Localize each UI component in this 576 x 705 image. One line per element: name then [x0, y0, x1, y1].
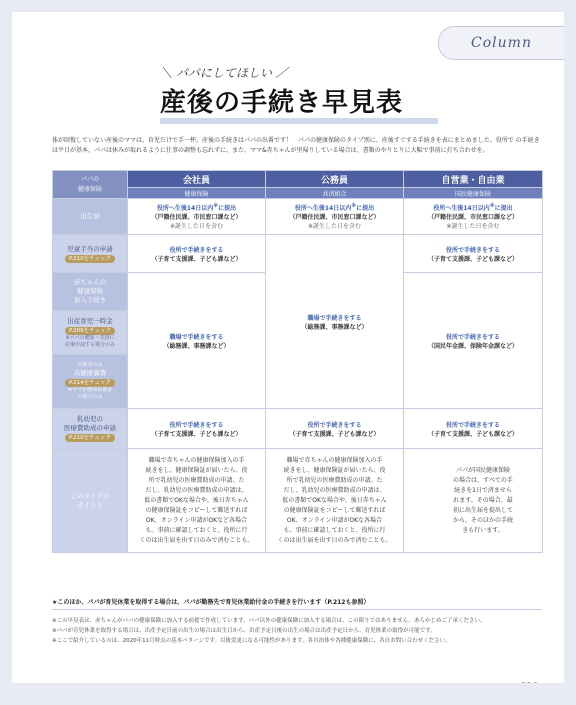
cell-main: 職場で手続きをする	[169, 333, 224, 341]
cell-note: ※誕生した日を含む	[169, 223, 224, 230]
point-line: だし、乳幼児の医療費助成の申請は、	[283, 486, 386, 494]
cell-main: 役所へ生後14日以内	[433, 205, 490, 212]
point-line: から、そのほかの手続	[452, 516, 513, 524]
col-sub-public: 共済組合	[266, 188, 404, 199]
row-prefix: 対象者のみ	[77, 362, 103, 368]
cell-sup: ※	[213, 203, 219, 209]
page-ref-badge: P.214をチェック	[65, 379, 115, 387]
cell-main: 役所へ生後14日以内	[156, 205, 214, 212]
table-corner	[53, 171, 128, 199]
cell-infant-public	[266, 409, 404, 449]
cell-main: 役所で手続きをする	[445, 421, 500, 429]
cell-sub: （戸籍住民課、市民窓口課など）	[427, 214, 518, 221]
row-label-child-allowance	[53, 235, 128, 273]
point-line: も。事前に確認しておくと、役所に行	[145, 526, 248, 534]
cell-sub: （子育て支援課、子ども課など）	[427, 430, 518, 438]
cell-main: 役所で手続きをする	[445, 333, 500, 341]
point-line: の健康保険証をコピーして郵送すれば	[145, 506, 248, 514]
row-label-high-cost	[53, 355, 128, 409]
row-label-lump-sum	[53, 311, 128, 355]
row-label-text: 乳幼児の	[77, 415, 103, 423]
cell-main: 役所で手続きをする	[169, 421, 224, 429]
cell-sub: （子育て支援課、子ども課など）	[427, 255, 518, 263]
row-label-insurance-join	[53, 273, 128, 311]
cell-allowance-self	[404, 235, 543, 273]
point-line: も。事前に確認しておくと、役所に行	[283, 526, 386, 534]
row-note: の場合のみ	[77, 394, 103, 400]
point-line: 初に出生届を提出して	[452, 506, 513, 514]
point-line: 仮の書類でOKな場合や、後日赤ちゃん	[144, 496, 249, 504]
point-line: 所で乳幼児の医療費助成の申請。た	[148, 476, 245, 484]
point-line: 職場で赤ちゃんの健康保険加入の手	[286, 456, 383, 464]
point-line: パパが国民健康保険	[455, 466, 510, 474]
cell-infant-company	[128, 409, 266, 449]
note-line: ※この早見表は、赤ちゃんがパパの健康保険に加入する前提で作成しています。パパ以外の健康保険に加入する場合は、この限りではありません。あらかじめご了承ください。	[52, 618, 486, 624]
note-line: ※パパが育児休業を取得する場合は、出産予定日前の出生の場合は出生日から、出産予定日後の出生の場合は出産予定日から、育児休業の取得が可能です。	[52, 628, 436, 634]
points-self	[404, 449, 543, 553]
cell-sub: （子育て支援課、子ども課など）	[151, 255, 242, 263]
point-line: 仮の書類でOKな場合や、後日赤ちゃん	[282, 496, 387, 504]
cell-sub: （戸籍住民課、市民窓口課など）	[289, 214, 380, 221]
cell-sub: （子育て支援課、子ども課など）	[151, 430, 242, 438]
point-line: だし、乳幼児の医療費助成の申請は、	[145, 486, 248, 494]
col-sub-self: 国民健康保険	[404, 188, 543, 199]
col-header-company: 会社員	[128, 171, 266, 188]
notes	[52, 616, 542, 646]
row-label-text: 赤ちゃんの	[73, 278, 107, 286]
row-label-text: 健康保険	[77, 287, 103, 295]
point-line: きも行います。	[462, 526, 504, 534]
cell-main: に提出	[356, 205, 375, 212]
cell-sub: （総務課、事務課など）	[301, 323, 368, 331]
cell-self-office	[404, 273, 543, 409]
point-line: の場合は、すべての手	[453, 476, 513, 484]
row-label-text: ポイント	[77, 500, 103, 509]
point-line: OK、オンライン申請がOKな各場合	[286, 516, 383, 524]
page-ref-badge: P.210をチェック	[65, 255, 115, 263]
point-line: 続きをし、健康保険証が届いたら、役	[145, 466, 248, 474]
cell-main: 役所で手続きをする	[169, 246, 224, 254]
cell-sup: ※	[489, 203, 495, 209]
corner-line: パパの	[80, 175, 99, 183]
point-line: れます。その場合、最	[453, 496, 513, 504]
col-header-public: 公務員	[266, 171, 404, 188]
row-note: 産後申請する場合のみ	[64, 341, 115, 348]
points-public	[266, 449, 404, 553]
cell-note: ※誕生した日を含む	[307, 223, 362, 230]
subtitle: ＼ パパにしてほしい ／	[160, 66, 288, 80]
row-note: ※パパの健保・共済に	[65, 334, 115, 341]
procedure-table	[52, 170, 543, 553]
divider	[52, 609, 542, 610]
corner-line: 健康保険	[77, 185, 102, 193]
point-line: 続きをし、健康保険証が届いたら、役	[283, 466, 386, 474]
cell-infant-self	[404, 409, 543, 449]
cell-sub: （子育て支援課、子ども課など）	[289, 430, 380, 438]
title-underline	[160, 118, 438, 124]
page-ref-badge: P.209をチェック	[65, 327, 115, 335]
cell-main: に提出	[218, 205, 237, 212]
point-line: くのは出生届を出す日のみで済むことも。	[277, 536, 392, 544]
page	[12, 12, 564, 693]
cell-note: ※誕生した日を含む	[446, 223, 500, 230]
cell-birth-company	[128, 199, 266, 235]
row-label-text: 医療費助成の申請	[64, 424, 116, 432]
point-line: の健康保険証をコピーして郵送すれば	[283, 506, 386, 514]
cell-sub: （国民年金課、保険年金課など）	[427, 342, 518, 350]
cell-public-workplace	[266, 235, 404, 409]
cell-main: 役所で手続きをする	[307, 421, 362, 429]
footnote-star: ★このほか、パパが育児休業を取得する場合は、パパが勤務先で育児休業給付金の手続きを行います（P.212も参照）	[52, 599, 370, 606]
row-label-points	[53, 449, 128, 553]
point-line: くのは出生届を出す日のみで済むことも。	[139, 536, 254, 544]
cell-birth-self	[404, 199, 543, 235]
note-line: ※ここで紹介しているのは、2020年11月時点の基本パターンです。以後変更になる可能性があります。各自治体や各種健康保険に、各自お問い合わせください。	[52, 638, 451, 644]
cell-main: に提出	[494, 205, 513, 212]
cell-sup: ※	[351, 203, 357, 209]
point-line: 続きを1日で済ませら	[454, 486, 512, 494]
footer-band	[12, 683, 564, 693]
page-ref-badge: P.210をチェック	[65, 434, 115, 442]
row-label-text: 高額療養費	[73, 369, 107, 377]
col-header-self: 自営業・自由業	[404, 171, 543, 188]
column-tab: Column	[438, 26, 564, 60]
cell-main: 職場で手続きをする	[307, 314, 362, 322]
point-line: OK、オンライン申請がOKなど各場合	[145, 516, 248, 524]
row-label-birth	[53, 199, 128, 235]
cell-allowance-company	[128, 235, 266, 273]
col-sub-company: 健康保険	[128, 188, 266, 199]
row-label-text: 出産育児一時金	[67, 316, 113, 325]
cell-main: 役所へ生後14日以内	[294, 205, 352, 212]
row-label-text: 児童手当の申請	[67, 244, 113, 253]
row-label-text: 出生届	[80, 212, 100, 220]
row-label-text: このタイプの	[70, 491, 110, 500]
page-title: 産後の手続き早見表	[160, 88, 404, 118]
cell-sub: （戸籍住民課、市民窓口課など）	[151, 214, 242, 221]
point-line: 所で乳幼児の医療費助成の申請。た	[286, 476, 383, 484]
points-company	[128, 449, 266, 553]
cell-birth-public	[266, 199, 404, 235]
point-line: 職場で赤ちゃんの健康保険加入の手	[148, 456, 245, 464]
intro-text: 体が回復していない産後のママは、育児だけで手一杯。産後の手続きはパパの出番です！ パパの健康保険のタイプ別に、産後すぐする手続きを表にまとめました。役所で の手続きは平日が基本。パパは休みが取れるように仕事の調整も忘れずに。また、ママ&赤ちゃんが里帰りしている場合は、書類のやりとりに大幅で事前に打ち合わせを。	[52, 137, 540, 154]
cell-sub: （総務課、事務課など）	[163, 342, 230, 350]
cell-main: 役所で手続きをする	[445, 246, 500, 254]
row-label-text: 加入手続き	[73, 296, 107, 304]
row-label-infant-medical	[53, 409, 128, 449]
row-note: ※ママが健保扶養者	[67, 387, 113, 393]
cell-company-workplace	[128, 273, 266, 409]
